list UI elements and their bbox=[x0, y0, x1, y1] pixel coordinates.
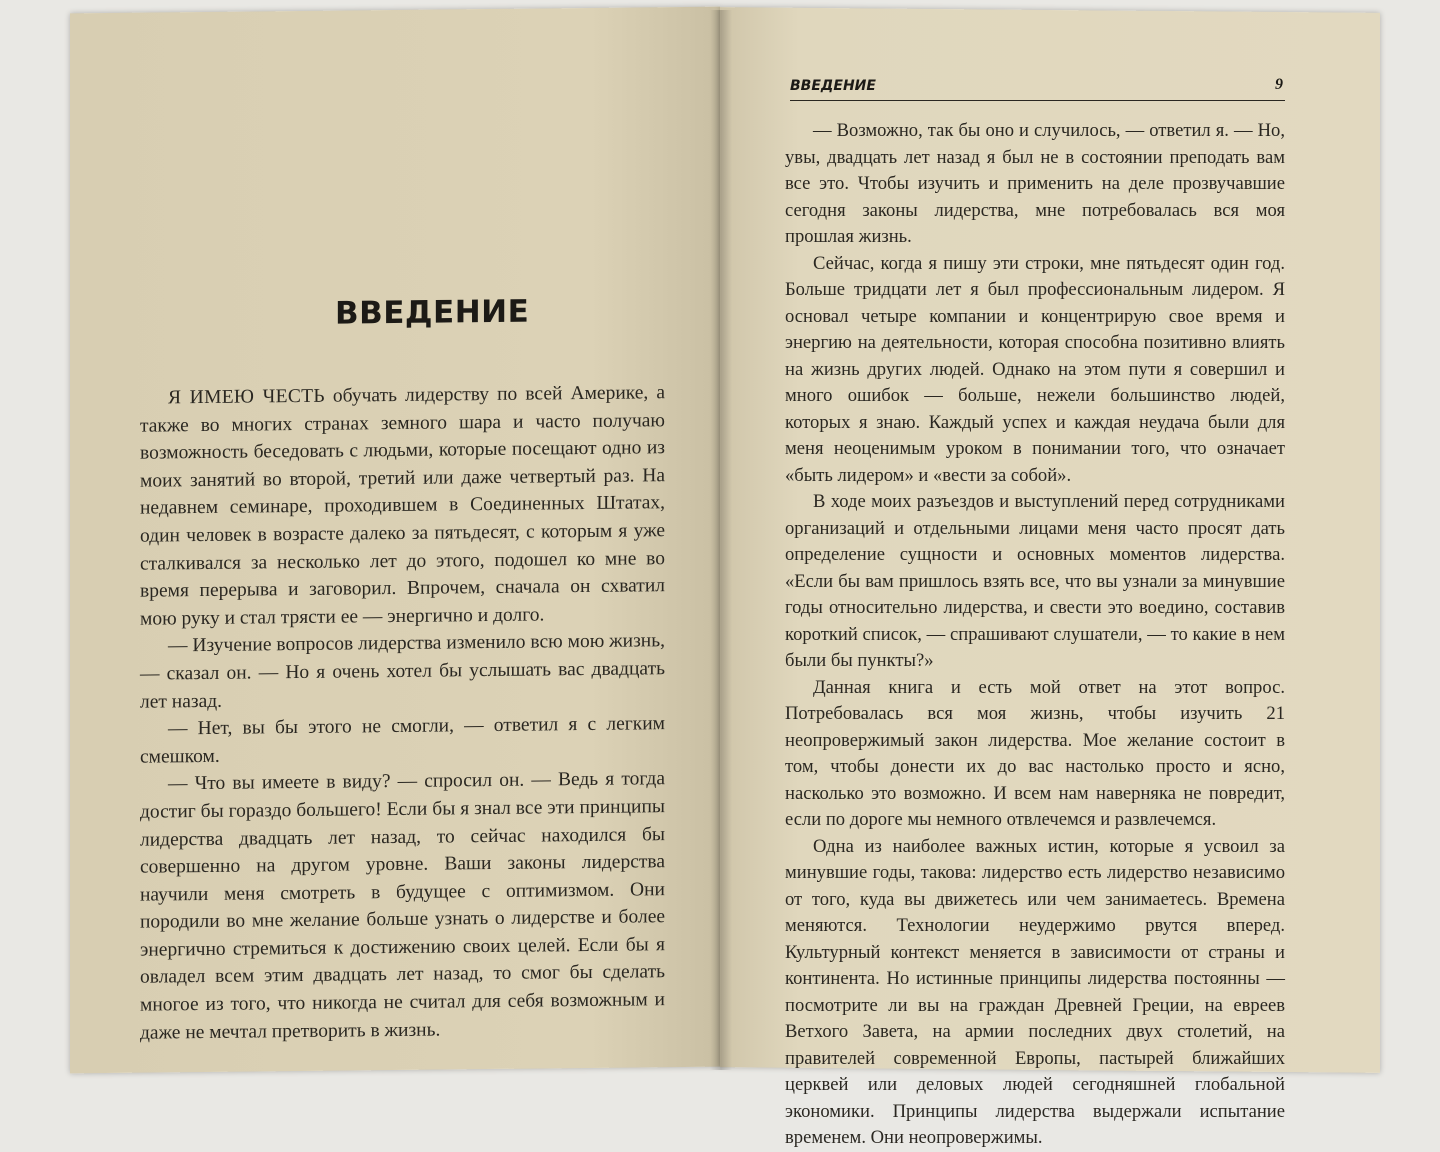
lead-caps: Я ИМЕЮ ЧЕСТЬ bbox=[168, 385, 325, 409]
left-page bbox=[70, 7, 720, 1074]
paragraph: Одна из наиболее важных истин, которые я усвоил за минувшие годы, такова: лидерство есть лидерство независимо от того, куда вы движетесь или чем занимаетесь. Времена меняются. Технологии неудержимо рвутся вперед. Культурный контекст меняется в зависимости от страны и континента. Но истинные принципы лидерства постоянны — посмотрите ли вы на граждан Древней Греции, на евреев Ветхого Завета, на армии последних двух столетий, на правителей современной Европы, пастырей ближайших церквей или деловых людей сегодняшней глобальной экономики. Принципы лидерства выдержали испытание временем. Они неопровержимы. bbox=[785, 835, 1285, 1148]
paragraph: Данная книга и есть мой ответ на этот вопрос. Потребовалась вся моя жизнь, чтобы изучить 21 неопровержимый закон лидерства. Мое желание состоит в том, чтобы донести их до вас настолько просто и ясно, насколько это возможно. И всем нам наверняка не повредит, если по дороге мы немного отвлечемся и развлечемся. bbox=[785, 676, 1285, 830]
right-page-body bbox=[785, 118, 1285, 1152]
left-page-body bbox=[140, 379, 665, 1047]
running-head-title: ВВЕДЕНИЕ bbox=[790, 78, 876, 94]
paragraph: Сейчас, когда я пишу эти строки, мне пятьдесят один год. Больше тридцати лет я был профессиональным лидером. Я основал четыре компании и концентрирую свое время и энергию на деятельности, которая способна позитивно влиять на жизнь других людей. Однако на этом пути я совершил и много ошибок — больше, нежели большинство людей, которых я знаю. Каждый успех и каждая неудача были для меня неоценимым уроком в понимании того, что означает «быть лидером» и «вести за собой». bbox=[785, 252, 1285, 486]
paragraph: — Нет, вы бы этого не смогли, — ответил я с легким смешком. bbox=[140, 713, 665, 768]
paragraph: В ходе моих разъездов и выступлений перед сотрудниками организаций и отдельными лицами меня часто просят дать определение сущности и основных моментов лидерства. «Если бы вам пришлось взять все, что вы узнали за минувшие годы относительно лидерства, и свести это воедино, составив короткий список, — спрашивают слушатели, — то какие в нем были бы пункты?» bbox=[785, 491, 1285, 671]
page-number: 9 bbox=[1275, 76, 1283, 93]
chapter-title: ВВЕДЕНИЕ bbox=[335, 293, 530, 332]
paragraph: — Изучение вопросов лидерства изменило всю мою жизнь, — сказал он. — Но я очень хотел бы услышать вас двадцать лет назад. bbox=[140, 630, 665, 713]
paragraph bbox=[140, 379, 665, 633]
running-head bbox=[790, 78, 1285, 101]
paragraph: — Возможно, так бы оно и случилось, — ответил я. — Но, увы, двадцать лет назад я был не в состоянии преподать вам все это. Чтобы изучить и применить на деле прозвучавшие сегодня законы лидерства, мне потребовалась вся моя прошлая жизнь. bbox=[785, 120, 1285, 247]
paragraph: — Что вы имеете в виду? — спросил он. — Ведь я тогда достиг бы гораздо большего! Если бы я знал все эти принципы лидерства двадцать лет назад, то сейчас находился бы совершенно на другом уровне. Ваши законы лидерства научили меня смотреть в будущее с оптимизмом. Они породили во мне желание больше узнать о лидерстве и более энергично стремиться к достижению своих целей. Если бы я овладел всем этим двадцать лет назад, то смог бы сделать многое из того, что никогда не считал для себя возможным и даже не мечтал претворить в жизнь. bbox=[140, 768, 665, 1044]
book-gutter bbox=[710, 10, 732, 1070]
paragraph-text: обучать лидерству по всей Америке, а также во многих странах земного шара и часто получаю возможность беседовать с людьми, которые посещают одно из моих занятий во второй, третий или даже четвертый раз. На недавнем семинаре, проходившем в Соединенных Штатах, один человек в возрасте далеко за пятьдесят, с которым я уже сталкивался за несколько лет до этого, подошел ко мне во время перерыва и заговорил. Впрочем, сначала он схватил мою руку и стал трясти ее — энергично и долго. bbox=[140, 382, 666, 630]
